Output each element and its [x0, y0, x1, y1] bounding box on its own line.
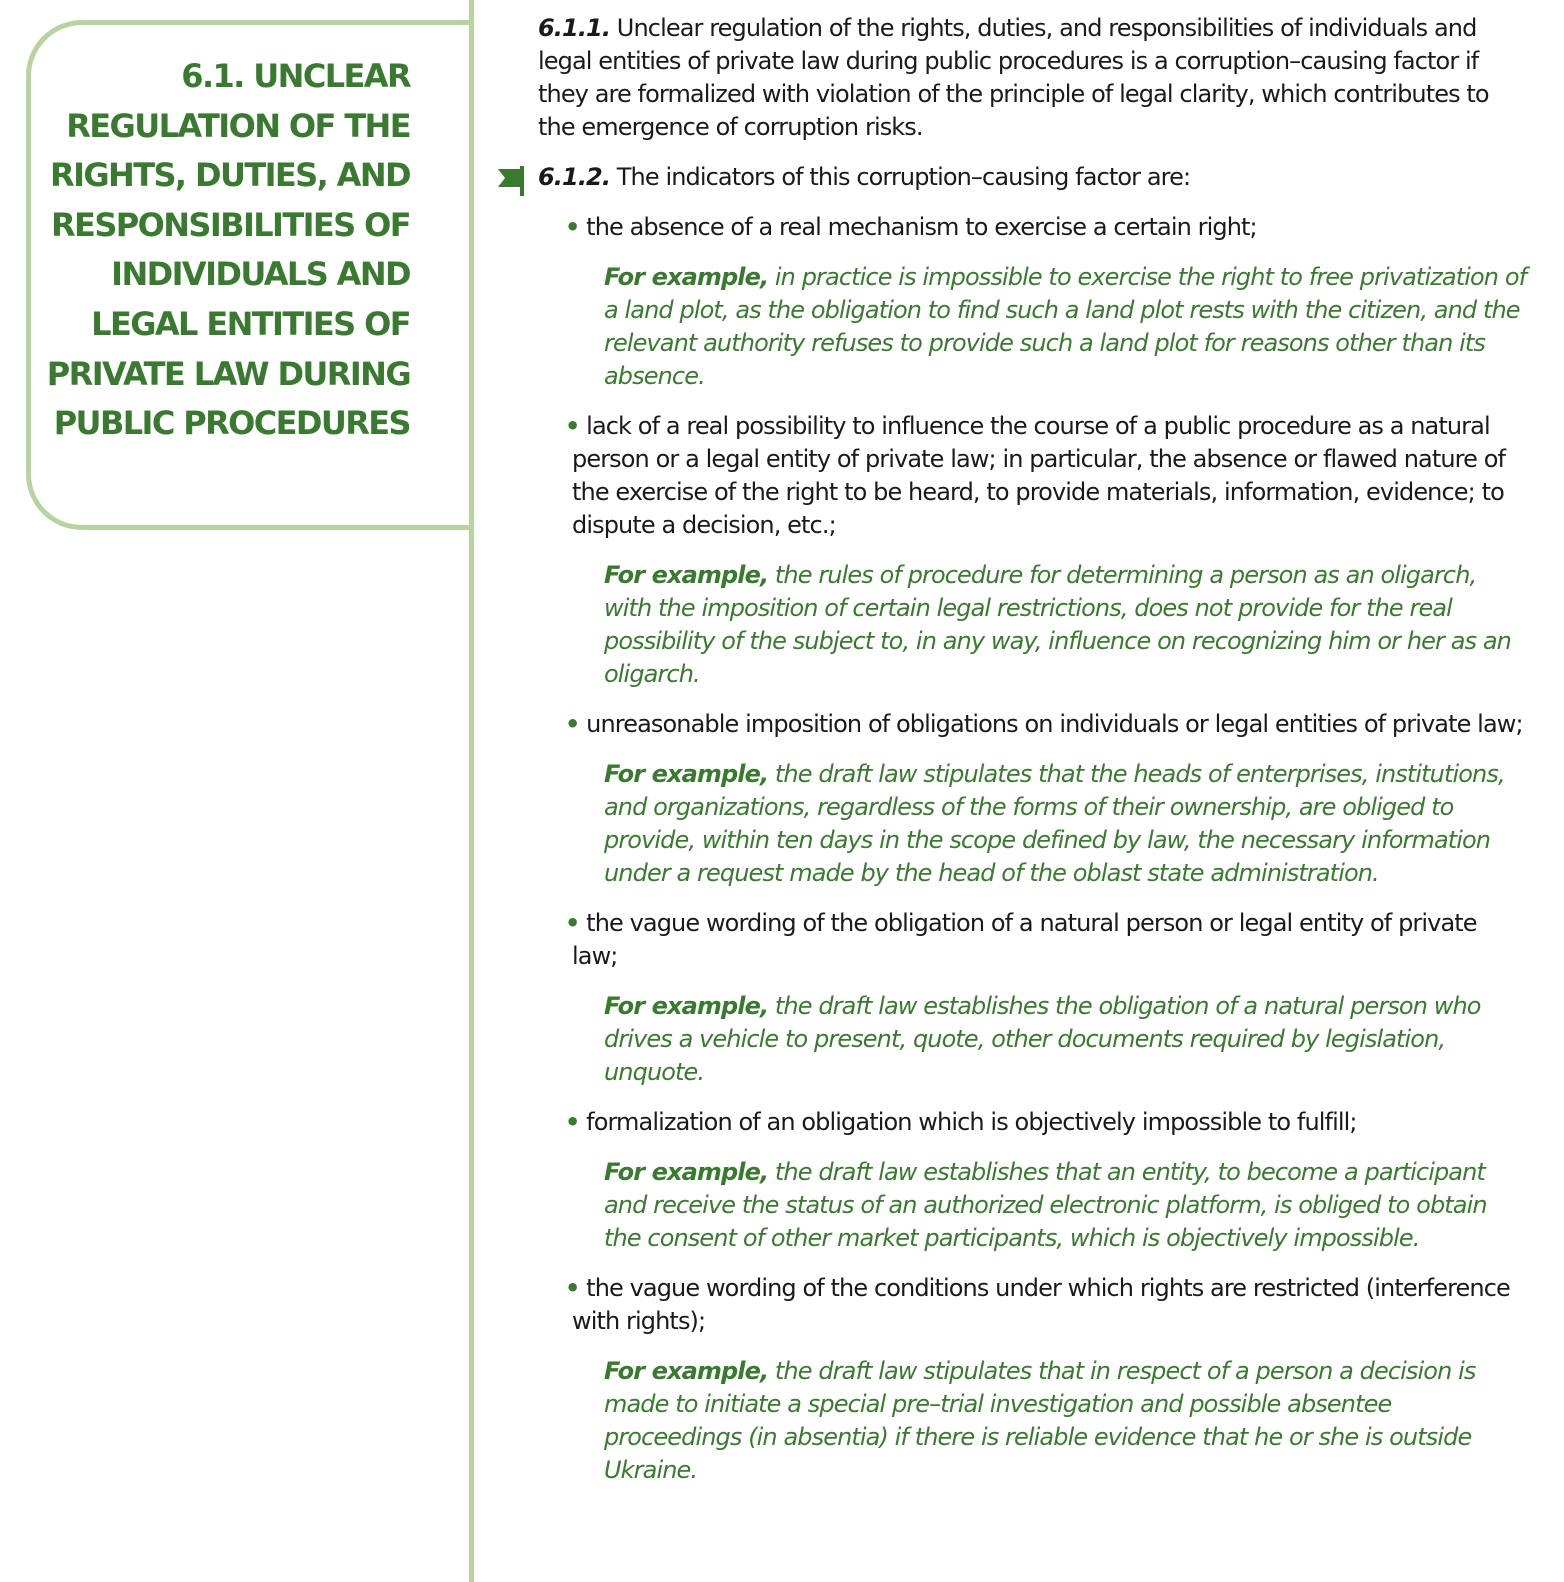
example-text: the rules of procedure for determining a person as an oligarch, with the imposition of certain legal restrictions, does not provide for the real possibility of the subject to, in any way, influence on recognizing him or her as an oligarch. — [604, 561, 1511, 688]
example-paragraph — [604, 1156, 1528, 1255]
paragraph-6-1-1 — [538, 12, 1528, 144]
indicator-bullet — [565, 907, 1528, 973]
bullet-text: unreasonable imposition of obligations on individuals or legal entities of private law; — [579, 710, 1523, 738]
bullet-dot: • — [565, 909, 580, 937]
example-paragraph — [604, 261, 1528, 393]
example-lead: For example, — [604, 992, 769, 1020]
bullet-text: the vague wording of the conditions under which rights are restricted (interference with rights); — [572, 1274, 1510, 1335]
example-lead: For example, — [604, 1357, 769, 1385]
bullet-dot: • — [565, 710, 580, 738]
example-lead: For example, — [604, 263, 769, 291]
example-lead: For example, — [604, 1158, 769, 1186]
indicator-bullet — [565, 1106, 1528, 1139]
example-lead: For example, — [604, 760, 769, 788]
main-content — [538, 12, 1528, 1487]
example-text: the draft law establishes the obligation of a natural person who drives a vehicle to present, quote, other documents required by legislation, unquote. — [604, 992, 1481, 1086]
paragraph-number: 6.1.2. — [538, 163, 611, 191]
paragraph-6-1-2 — [538, 161, 1528, 194]
indicator-bullet — [565, 211, 1528, 244]
example-text: in practice is impossible to exercise the right to free privatization of a land plot, as the obligation to find such a land plot rests with the citizen, and the relevant authority refuses to provide such a land plot for reasons other than its absence. — [604, 263, 1527, 390]
paragraph-text: The indicators of this corruption–causing factor are: — [610, 163, 1191, 191]
example-paragraph — [604, 1355, 1528, 1487]
flag-icon — [498, 166, 526, 196]
bullet-dot: • — [565, 1108, 580, 1136]
paragraph-number: 6.1.1. — [538, 14, 611, 42]
bullet-dot: • — [565, 213, 580, 241]
bullet-text: lack of a real possibility to influence the course of a public procedure as a natural person or a legal entity of private law; in particular, the absence or flawed nature of the exercise of the right to be heard, to provide materials, information, evidence; to dispute a decision, etc.; — [572, 412, 1506, 539]
example-paragraph — [604, 758, 1528, 890]
bullet-dot: • — [565, 1274, 580, 1302]
bullet-dot: • — [565, 412, 580, 440]
paragraph-text: Unclear regulation of the rights, duties, and responsibilities of individuals and legal entities of private law during public procedures is a corruption–causing factor if they are formalized with violation of the principle of legal clarity, which contributes to the emergence of corruption risks. — [538, 14, 1489, 141]
bullet-text: the vague wording of the obligation of a natural person or legal entity of private law; — [572, 909, 1477, 970]
example-lead: For example, — [604, 561, 769, 589]
column-divider — [469, 0, 474, 1582]
indicator-bullet — [565, 708, 1528, 741]
example-text: the draft law stipulates that in respect of a person a decision is made to initiate a special pre–trial investigation and possible absentee proceedings (in absentia) if there is reliable evidence that he or she is outside Ukraine. — [604, 1357, 1476, 1484]
example-text: the draft law establishes that an entity, to become a participant and receive the status of an authorized electronic platform, is obliged to obtain the consent of other market participants, which is objectively impossible. — [604, 1158, 1487, 1252]
bullet-text: formalization of an obligation which is objectively impossible to fulfill; — [579, 1108, 1357, 1136]
bullet-text: the absence of a real mechanism to exercise a certain right; — [579, 213, 1257, 241]
indicator-bullet — [565, 1272, 1528, 1338]
indicator-bullet — [565, 410, 1528, 542]
example-text: the draft law stipulates that the heads of enterprises, institutions, and organizations, regardless of the forms of their ownership, are obliged to provide, within ten days in the scope defined by law, the necessary information under a request made by the head of the oblast state administration. — [604, 760, 1505, 887]
example-paragraph — [604, 559, 1528, 691]
section-title: 6.1. UNCLEAR REGULATION OF THE RIGHTS, DUTIES, AND RESPONSIBILITIES OF INDIVIDUALS AND LEGAL ENTITIES OF PRIVATE LAW DURING PUBLIC PROCEDURES — [46, 57, 410, 443]
example-paragraph — [604, 990, 1528, 1089]
